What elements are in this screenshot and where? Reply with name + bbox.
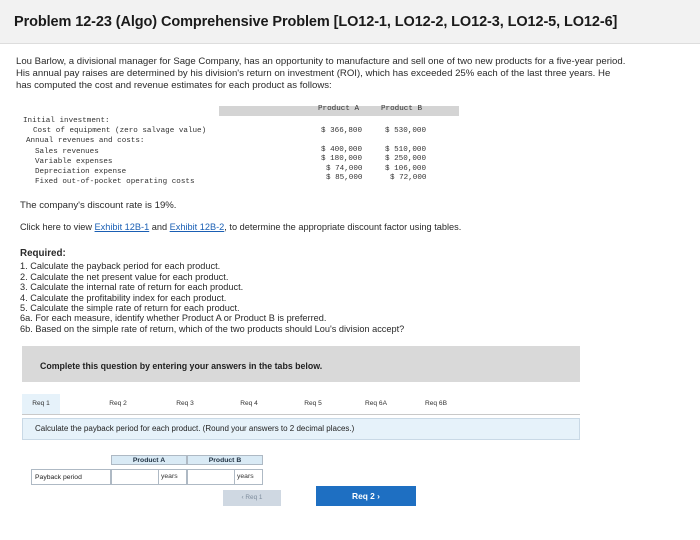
sales-b: $ 510,000 [385,146,427,154]
required-item: 2. Calculate the net present value for each product. [20,271,229,282]
tab-req-5[interactable]: Req 5 [304,400,322,407]
variable-a: $ 180,000 [321,155,363,163]
payback-b-field[interactable] [188,470,234,484]
payback-answer-grid [31,455,266,485]
variable-label: Variable expenses [35,158,113,166]
column-header-product-b: Product B [381,105,423,113]
exhibit-instruction [20,222,461,232]
grid-header-product-a: Product A [111,455,187,465]
cost-equipment-a: $ 366,800 [321,127,363,135]
sales-a: $ 400,000 [321,146,363,154]
exhibit-12b-2-link[interactable]: Exhibit 12B-2 [169,222,225,232]
tab-req-4[interactable]: Req 4 [240,400,258,407]
fixed-a: $ 85,000 [326,174,363,182]
fixed-b: $ 72,000 [390,174,427,182]
depreciation-b: $ 106,000 [385,165,427,173]
previous-req-button[interactable]: ‹ Req 1 [223,490,281,506]
fixed-costs-label: Fixed out-of-pocket operating costs [35,178,195,186]
payback-a-input[interactable] [111,469,159,485]
payback-b-unit: years [235,469,263,485]
cost-revenue-table [23,104,443,190]
payback-period-label: Payback period [31,469,111,485]
instruction-text: Calculate the payback period for each product. (Round your answers to 2 decimal places.) [35,424,355,433]
required-item: 6b. Based on the simple rate of return, which of the two products should Lou's division accept? [20,323,405,334]
grid-header-product-b: Product B [187,455,263,465]
tab-req-6b[interactable]: Req 6B [425,400,447,407]
cost-equipment-b: $ 530,000 [385,127,427,135]
depreciation-a: $ 74,000 [326,165,363,173]
title-bar [0,0,700,44]
required-item: 4. Calculate the profitability index for each product. [20,292,227,303]
exhibit-12b-1-link[interactable]: Exhibit 12B-1 [94,222,150,232]
annual-revenues-label: Annual revenues and costs: [26,137,145,145]
discount-rate-text: The company's discount rate is 19%. [20,200,177,211]
initial-investment-label: Initial investment: [23,117,110,125]
tab-req-3[interactable]: Req 3 [176,400,194,407]
required-item: 3. Calculate the internal rate of return for each product. [20,282,244,293]
tab-req-2[interactable]: Req 2 [109,400,127,407]
variable-b: $ 250,000 [385,155,427,163]
page-title: Problem 12-23 (Algo) Comprehensive Problem [LO12-1, LO12-2, LO12-3, LO12-5, LO12-6] [14,14,618,30]
answer-panel-label: Complete this question by entering your answers in the tabs below. [40,361,323,371]
payback-a-unit: years [159,469,187,485]
depreciation-label: Depreciation expense [35,168,127,176]
problem-description: Lou Barlow, a divisional manager for Sage Company, has an opportunity to manufacture and sell one of two new products for a five-year period. His annual pay raises are determined by his division's return on investment (ROI), which has exceeded 25% each of the last three years. He has computed the cost and revenue estimates for each product as follows: [16,56,626,91]
requirement-tabs [22,394,580,414]
exhibit-prefix: Click here to view [20,222,95,232]
required-item: 5. Calculate the simple rate of return for each product. [20,303,240,314]
instruction-bar [22,418,580,440]
required-section [20,249,404,334]
exhibit-and: and [149,222,170,232]
tab-req-6a[interactable]: Req 6A [365,400,387,407]
payback-b-input[interactable] [187,469,235,485]
sales-label: Sales revenues [35,148,99,156]
required-item: 6a. For each measure, identify whether Product A or Product B is preferred. [20,313,327,324]
tabs-divider [22,414,580,415]
cost-equipment-label: Cost of equipment (zero salvage value) [33,127,207,135]
required-heading: Required: [20,248,66,259]
answer-panel-header [22,346,580,382]
required-item: 1. Calculate the payback period for each product. [20,261,221,272]
payback-a-field[interactable] [112,470,158,484]
column-header-product-a: Product A [318,105,360,113]
next-req-button[interactable]: Req 2 › [316,486,416,506]
exhibit-suffix: , to determine the appropriate discount factor using tables. [224,222,462,232]
tab-req-1[interactable]: Req 1 [22,394,60,414]
